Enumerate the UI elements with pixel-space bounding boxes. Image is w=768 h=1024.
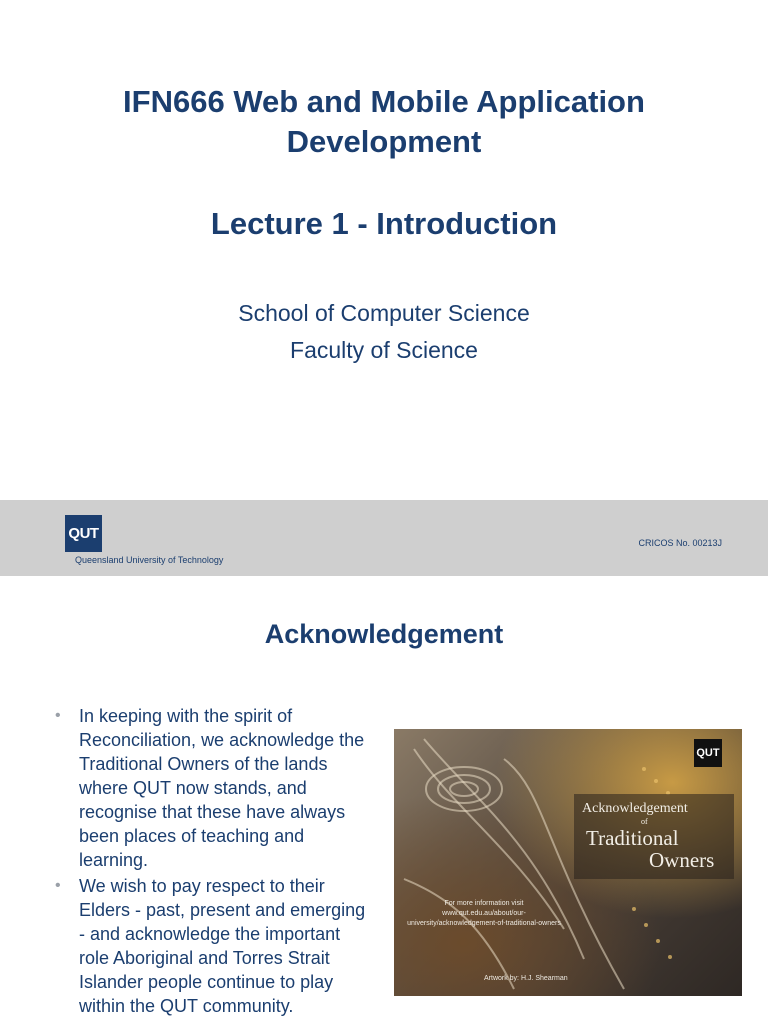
artwork-heading-of: of — [641, 817, 648, 826]
acknowledgement-title: Acknowledgement — [264, 619, 504, 649]
title-slide — [0, 0, 768, 500]
school-name: School of Computer Science — [238, 300, 530, 326]
acknowledgement-list — [55, 704, 375, 1020]
artwork-heading-top: Acknowledgement — [582, 801, 688, 816]
artwork-heading-traditional: Traditional — [586, 826, 679, 850]
bullet-icon: • — [55, 877, 61, 894]
course-title-line1: IFN666 Web and Mobile Application — [123, 84, 645, 119]
course-title — [0, 82, 768, 162]
list-item — [55, 874, 375, 1018]
faculty-name: Faculty of Science — [290, 337, 478, 363]
artwork-credit: Artwork by: H.J. Shearman — [484, 975, 568, 982]
bullet-icon: • — [55, 707, 61, 724]
artwork-heading-owners: Owners — [649, 848, 715, 872]
bullet-text: We wish to pay respect to their Elders - past, present and emerging - and acknowledge the important role Aboriginal and Torres Strait Islander people continue to play within the QUT community. — [79, 876, 366, 1016]
bullet-text: In keeping with the spirit of Reconciliation, we acknowledge the Traditional Owners of the lands where QUT now stands, and recognise that these have always been places of teaching and learning. — [79, 706, 365, 870]
lecture-title: Lecture 1 - Introduction — [210, 206, 558, 241]
cricos-number: CRICOS No. 00213J — [638, 538, 722, 548]
artwork-info-text: For more information visit www.qut.edu.au/about/our-university/acknowledgement-of-traditional-owners — [407, 900, 561, 927]
artwork-qut-logo: QUT — [694, 739, 722, 767]
traditional-owners-artwork — [394, 729, 742, 996]
qut-logo: QUT — [65, 515, 102, 552]
list-item — [55, 704, 375, 872]
university-name: Queensland University of Technology — [75, 555, 224, 565]
course-title-line2: Development — [286, 124, 482, 159]
